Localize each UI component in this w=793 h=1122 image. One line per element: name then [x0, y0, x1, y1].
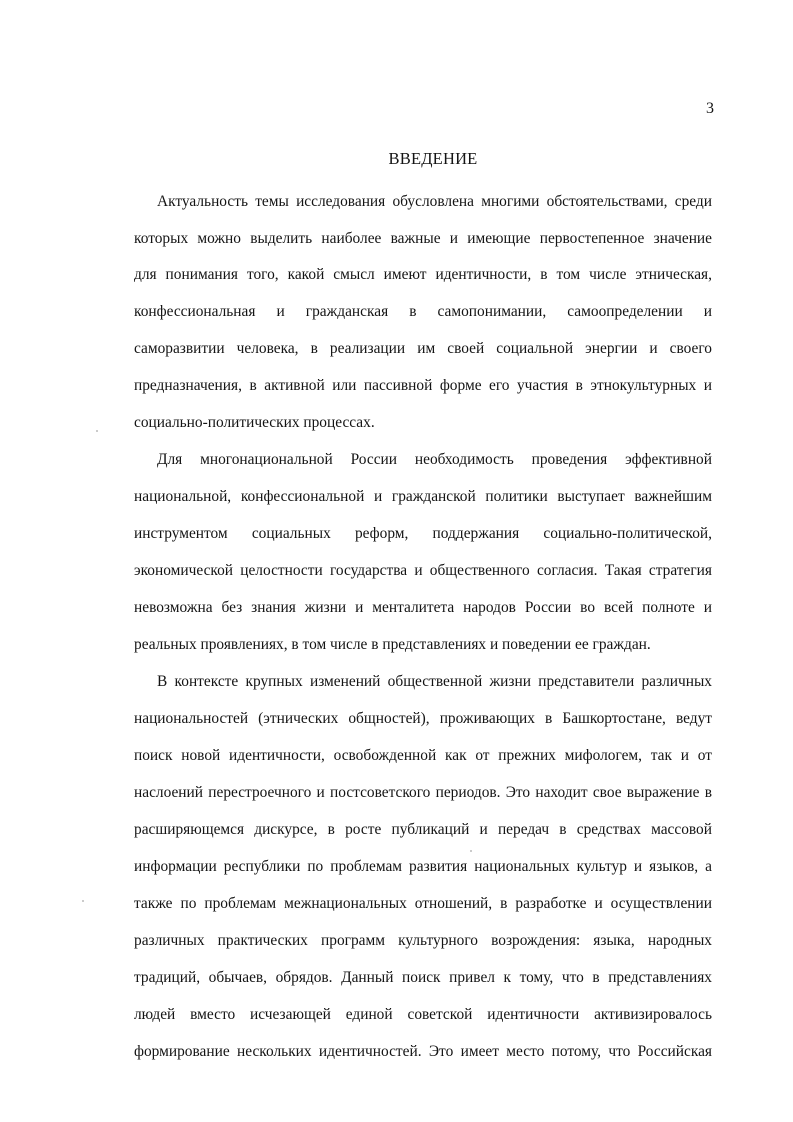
text-line: для понимания того, какой смысл имеют идентичности, в том числе этническая,: [134, 266, 712, 283]
text-line: экономической целостности государства и общественного согласия. Такая стратегия: [134, 562, 712, 579]
text-line: национальностей (этнических общностей), проживающих в Башкортостане, ведут: [134, 710, 712, 727]
text-line: которых можно выделить наиболее важные и имеющие первостепенное значение: [134, 230, 712, 247]
text-line: также по проблемам межнациональных отношений, в разработке и осуществлении: [134, 895, 712, 912]
text-line: национальной, конфессиональной и гражданской политики выступает важнейшим: [134, 488, 712, 505]
text-line: конфессиональная и гражданская в самопонимании, самоопределении и: [134, 303, 712, 320]
text-line: поиск новой идентичности, освобожденной как от прежних мифологем, так и от: [134, 747, 712, 764]
text-line: расширяющемся дискурсе, в росте публикаций и передач в средствах массовой: [134, 821, 712, 838]
text-line: предназначения, в активной или пассивной форме его участия в этнокультурных и: [134, 377, 712, 394]
text-line: традиций, обычаев, обрядов. Данный поиск привел к тому, что в представлениях: [134, 969, 712, 986]
text-line: инструментом социальных реформ, поддержания социально-политической,: [134, 525, 712, 542]
text-line: Актуальность темы исследования обусловлена многими обстоятельствами, среди: [157, 193, 712, 210]
scan-speck: [82, 900, 84, 902]
scan-speck: [470, 850, 472, 852]
section-title: ВВЕДЕНИЕ: [388, 149, 478, 168]
text-line: саморазвитии человека, в реализации им своей социальной энергии и своего: [134, 340, 712, 357]
text-line: формирование нескольких идентичностей. Это имеет место потому, что Российская: [134, 1043, 712, 1060]
text-line: людей вместо исчезающей единой советской идентичности активизировалось: [134, 1006, 712, 1023]
page-number: 3: [706, 100, 714, 117]
text-line: реальных проявлениях, в том числе в представлениях и поведении ее граждан.: [134, 636, 651, 653]
text-line: В контексте крупных изменений общественной жизни представители различных: [157, 673, 712, 690]
text-line: различных практических программ культурного возрождения: языка, народных: [134, 932, 712, 949]
text-line: информации республики по проблемам развития национальных культур и языков, а: [134, 858, 712, 875]
scan-speck: [96, 430, 98, 432]
text-line: наслоений перестроечного и постсоветского периодов. Это находит свое выражение в: [134, 784, 712, 801]
text-line: Для многонациональной России необходимость проведения эффективной: [157, 451, 712, 468]
text-line: невозможна без знания жизни и менталитета народов России во всей полноте и: [134, 599, 712, 616]
text-line: социально-политических процессах.: [134, 414, 375, 431]
